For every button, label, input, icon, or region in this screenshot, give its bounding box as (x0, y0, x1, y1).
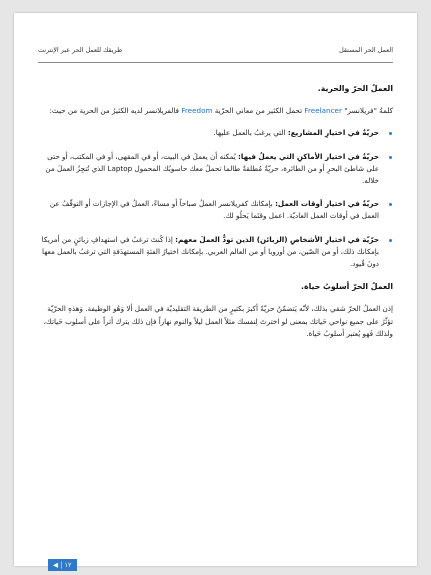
list-item-title: حريّةٌ في اختيارِ المشاريع: (287, 128, 379, 138)
bullet-icon (389, 132, 392, 135)
list-item (38, 151, 393, 188)
document-page (14, 13, 417, 569)
section-heading-freedom: العملُ الحرّ والحرية. (317, 84, 393, 93)
bullet-icon (389, 203, 392, 206)
list-item-text: إذا كُنتَ ترغبُ في استهدافِ زبائنٍ من أمريكا بإمكانك ذلك، أو من الصّين، من أوروبا أو من العالم العربي. بإمكانك اختيارُ الفئةِ المستهدَفةِ التي ترغبُ بالعمل معها دونَ قُيود. (41, 234, 379, 269)
list-item (38, 198, 393, 222)
list-item-title: حرّيّة في اختيارِ الأشخاصِ (الزبائن) الذين تودُّ العملَ معهم: (175, 234, 379, 244)
page-header (38, 46, 393, 60)
bullet-icon (389, 239, 392, 242)
header-divider (38, 62, 393, 63)
header-book-title: طريقك للعمل الحر عبر الإنترنت (38, 46, 123, 54)
bullet-icon (389, 156, 392, 159)
list-item-text: التي يرغبُ بالعمل عليها. (213, 128, 288, 138)
list-item-title: حريّةٌ في اختيار أوقات العمل: (275, 199, 379, 209)
header-book-section: العمل الحر المستقل (339, 46, 393, 54)
freedom-list (38, 127, 393, 270)
list-item-text: بإمكانك كفريلانسر العملُ صباحاً أو مساءً، العملُ في الإجازات أو التوقّفُ عن العمل في أوقات العمل العاديّة. اعمل وقتَما يَحلُو لك. (49, 199, 379, 221)
page-content (38, 83, 393, 340)
page-number-badge: ١٢ | ◀ (48, 559, 77, 571)
freelancer-term: Freelancer (304, 106, 342, 116)
freedom-term: Freedom (181, 106, 213, 116)
list-item-text: يُمكنه أن يعملَ في البيت، أو في المقهى، أو في المكتب، أو حتى على شاطئ البحرِ أو من الطائرة، حريّةٌ مُطلقةٌ طالما تحملُ معك حاسوبُك المحمول Laptop الذي تُنجِزُ العملَ من خلاله. (45, 151, 379, 186)
list-item (38, 234, 393, 271)
lifestyle-paragraph: إذن العملُ الحرّ شقي بذلك، لأنّه يَتضمّنُ حريّةً أكبرَ بكثيرٍ من الطريقة التقليديّة في العمل ألا وَهُو الوظيفة. وَهذهِ الحرّيّة تؤثّرُ على جميع نواحي حَياتك بمعنى لو اخترتَ لِنفسك مثلاً العمل ليلاً والنوم نهاراً فإن ذلك يترك أثراً على أسلوب حَياتك، ولذلك فَهو يُعتبر أسلوبُ حَياة. (43, 304, 393, 338)
list-item (38, 127, 393, 139)
list-item-title: حريّةٌ في اختيار الأماكنِ التي يعملُ فيها: (238, 151, 379, 161)
section-heading-lifestyle: العملُ الحرّ أسلوبُ حياة. (301, 282, 393, 292)
intro-paragraph: كلمةُ "فريلانسر" Freelancer تحمل الكثير من معاني الحرّية Freedom فالفريلانسر لديه الكثيرُ من الحرية من حيث: (49, 106, 393, 116)
